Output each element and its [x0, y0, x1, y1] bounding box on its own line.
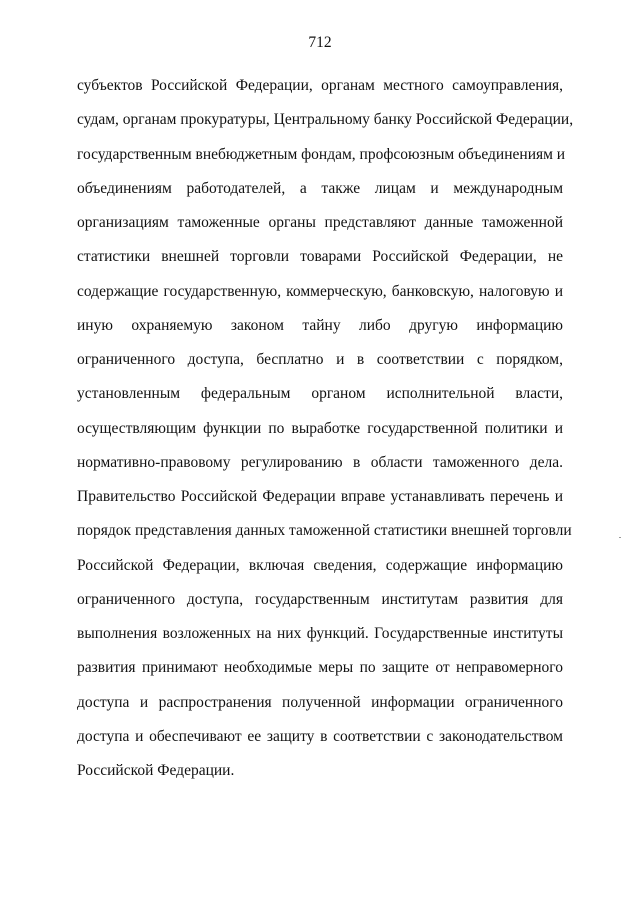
text-line: установленным федеральным органом исполнительной власти, — [77, 385, 563, 403]
text-line: нормативно-правовому регулированию в области таможенного дела. — [77, 453, 563, 471]
text-line: Российской Федерации, включая сведения, содержащие информацию — [77, 556, 563, 574]
text-line: государственным внебюджетным фондам, профсоюзным объединениям и — [77, 145, 566, 163]
text-line: доступа и обеспечивают ее защиту в соответствии с законодательством — [77, 727, 563, 745]
text-line: иную охраняемую законом тайну либо другую информацию — [77, 316, 563, 334]
text-line: содержащие государственную, коммерческую, банковскую, налоговую и — [77, 282, 563, 300]
body-text — [77, 69, 574, 788]
text-line: субъектов Российской Федерации, органам местного самоуправления, — [77, 77, 563, 94]
text-line: порядок представления данных таможенной статистики внешней торговли — [77, 522, 572, 540]
text-line: ограниченного доступа, государственным институтам развития для — [77, 590, 563, 608]
page-number: 712 — [308, 34, 332, 51]
text-line: Российской Федерации. — [77, 762, 235, 779]
text-line: выполнения возложенных на них функций. Государственные институты — [77, 625, 563, 642]
text-line: осуществляющим функции по выработке государственной политики и — [77, 419, 563, 437]
text-line: доступа и распространения полученной информации ограниченного — [77, 693, 563, 711]
text-line: развития принимают необходимые меры по защите от неправомерного — [77, 659, 563, 677]
scan-speck — [619, 537, 621, 538]
text-line: объединениям работодателей, а также лицам и международным — [77, 179, 563, 197]
text-line: ограниченного доступа, бесплатно и в соответствии с порядком, — [77, 351, 563, 368]
text-line: судам, органам прокуратуры, Центральному банку Российской Федерации, — [77, 111, 574, 129]
text-line: Правительство Российской Федерации вправе устанавливать перечень и — [77, 488, 563, 505]
text-line: организациям таможенные органы представляют данные таможенной — [77, 214, 563, 231]
text-line: статистики внешней торговли товарами Российской Федерации, не — [77, 248, 563, 266]
